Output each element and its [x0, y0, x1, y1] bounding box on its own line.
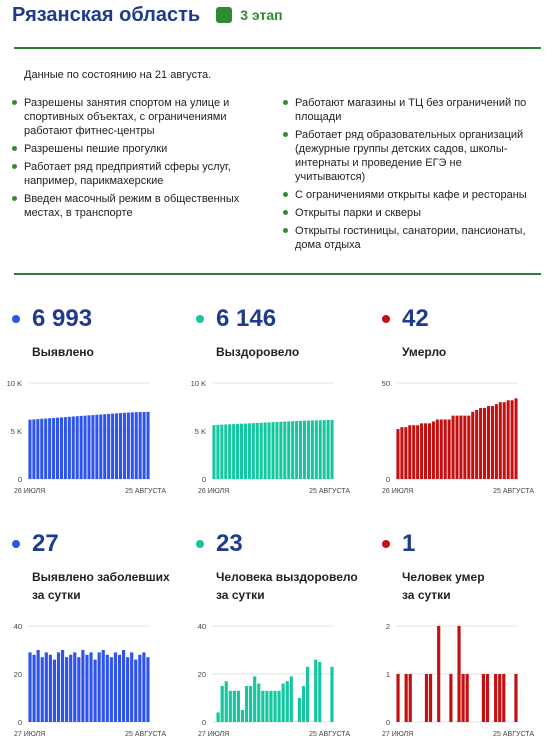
bullet-icon: [283, 228, 288, 233]
chart-bar: [428, 423, 431, 479]
stat-deaths-total: [382, 305, 446, 361]
chart-bar: [146, 412, 149, 479]
chart-bar: [89, 652, 92, 722]
top-divider: [14, 47, 541, 49]
y-tick-label: 10 K: [6, 379, 22, 388]
chart-bar: [33, 655, 36, 722]
chart-bar: [318, 662, 321, 722]
chart-bar: [87, 415, 90, 479]
stage-label: 3 этап: [240, 7, 283, 23]
rule-item: Введен масочный режим в общественных местах, в транспорте: [12, 192, 258, 220]
stat-value: 1: [402, 530, 416, 557]
chart-bar: [514, 674, 517, 722]
chart-bar: [142, 652, 145, 722]
chart-bar: [98, 652, 101, 722]
chart-bar: [44, 419, 47, 479]
chart-bar: [72, 417, 75, 479]
chart-bar: [60, 417, 63, 479]
y-tick-label: 0: [17, 718, 22, 727]
chart-bar: [56, 418, 59, 479]
chart-bar: [221, 686, 224, 722]
chart-bar: [457, 626, 460, 722]
bullet-icon: [283, 100, 288, 105]
chart-bar: [479, 408, 482, 479]
stat-detected-total: [12, 305, 94, 361]
x-tick-label-start: 27 ИЮЛЯ: [14, 731, 46, 738]
stat-label: Умерло: [402, 345, 447, 359]
y-tick-label: 0: [201, 718, 206, 727]
chart-bar: [323, 420, 326, 479]
chart-bar: [459, 416, 462, 479]
y-tick-label: 5 K: [10, 427, 22, 436]
chart-bar: [491, 406, 494, 479]
bullet-icon: [12, 100, 17, 105]
chart-bar: [52, 418, 55, 479]
chart-bar: [245, 686, 248, 722]
chart-bar: [396, 429, 399, 479]
chart-bar: [487, 406, 490, 479]
chart-bar: [311, 420, 314, 479]
stat-detected-daily: [12, 530, 170, 604]
rules-list-left: [12, 96, 258, 224]
chart-bar: [295, 421, 298, 479]
chart-bar: [462, 674, 465, 722]
chart-bar: [40, 419, 43, 479]
series-dot-icon: [196, 540, 204, 548]
chart-bar: [314, 660, 317, 722]
x-tick-label-start: 26 ИЮЛЯ: [198, 488, 230, 495]
chart-bar: [307, 421, 310, 479]
chart-bar: [28, 420, 31, 479]
chart-bar: [103, 414, 106, 479]
y-tick-label: 0: [201, 475, 206, 484]
chart-bar: [298, 698, 301, 722]
stage-square-icon: [216, 7, 232, 23]
stat-label: Выявлено заболевших за сутки: [32, 570, 170, 602]
chart-bar: [511, 400, 514, 479]
chart-bar: [330, 667, 333, 722]
chart-bar: [127, 413, 130, 479]
chart-bar: [404, 427, 407, 479]
bullet-icon: [12, 196, 17, 201]
rule-item: Работают магазины и ТЦ без ограничений по площади: [283, 96, 533, 124]
bullet-icon: [283, 210, 288, 215]
chart-bar: [114, 652, 117, 722]
rule-item: С ограничениями открыты кафе и рестораны: [283, 188, 533, 202]
chart-bar: [240, 424, 243, 479]
chart-bar: [448, 419, 451, 479]
chart-bar: [65, 657, 68, 722]
chart-bar: [494, 674, 497, 722]
y-tick-label: 2: [385, 622, 390, 631]
stat-value: 6 993: [32, 305, 93, 332]
x-tick-label-start: 26 ИЮЛЯ: [382, 488, 414, 495]
bullet-icon: [283, 192, 288, 197]
stat-label: Человек умер за сутки: [402, 570, 485, 602]
x-tick-label-end: 25 АВГУСТА: [493, 731, 534, 738]
chart-bar: [286, 681, 289, 722]
chart-bar: [502, 674, 505, 722]
chart-bar: [306, 667, 309, 722]
chart-bar: [253, 676, 256, 722]
chart-bar: [57, 652, 60, 722]
stat-value: 23: [216, 530, 243, 557]
chart-bar: [220, 425, 223, 479]
chart-bar: [299, 421, 302, 479]
chart-bar: [498, 674, 501, 722]
chart-bar: [241, 710, 244, 722]
rule-item: Работает ряд предприятий сферы услуг, например, парикмахерские: [12, 160, 258, 188]
chart-bar: [287, 421, 290, 479]
chart-bar: [80, 416, 83, 479]
chart-bar: [319, 420, 322, 479]
chart-detected-total: [0, 375, 185, 500]
chart-bar: [265, 691, 268, 722]
rule-item: Разрешены пешие прогулки: [12, 142, 258, 156]
chart-bar: [106, 655, 109, 722]
chart-bar: [503, 402, 506, 479]
y-tick-label: 40: [197, 622, 206, 631]
chart-bar: [244, 424, 247, 479]
chart-bar: [216, 425, 219, 479]
stat-value: 42: [402, 305, 429, 332]
y-tick-label: 5 K: [194, 427, 206, 436]
chart-bar: [28, 652, 31, 722]
chart-recovered-daily: [184, 618, 369, 743]
chart-bar: [49, 655, 52, 722]
chart-bar: [32, 419, 35, 479]
chart-bar: [271, 422, 274, 479]
chart-bar: [302, 686, 305, 722]
chart-bar: [115, 413, 118, 479]
chart-bar: [467, 416, 470, 479]
chart-bar: [405, 674, 408, 722]
chart-bar: [440, 419, 443, 479]
chart-bar: [437, 626, 440, 722]
chart-bar: [107, 414, 110, 479]
chart-bar: [85, 655, 88, 722]
x-tick-label-end: 25 АВГУСТА: [493, 488, 534, 495]
rule-item: Работает ряд образовательных организаций (дежурные группы детских садов, школы-интернаты и проведение ЕГЭ не учитываются): [283, 128, 533, 184]
chart-bar: [84, 416, 87, 479]
chart-bar: [41, 657, 44, 722]
chart-bar: [429, 674, 432, 722]
chart-bar: [432, 421, 435, 479]
chart-bar: [143, 412, 146, 479]
chart-bar: [303, 421, 306, 479]
chart-bar: [252, 423, 255, 479]
chart-deaths-total: [368, 375, 553, 500]
x-tick-label-end: 25 АВГУСТА: [309, 731, 350, 738]
chart-bar: [64, 417, 67, 479]
x-tick-label-start: 27 ИЮЛЯ: [198, 731, 230, 738]
chart-bar: [225, 681, 228, 722]
y-tick-label: 0: [385, 718, 390, 727]
chart-bar: [264, 423, 267, 479]
chart-bar: [315, 420, 318, 479]
bullet-icon: [12, 146, 17, 151]
stat-deaths-daily: [382, 530, 485, 604]
y-tick-label: 20: [197, 670, 206, 679]
chart-bar: [102, 650, 105, 722]
chart-bar: [224, 424, 227, 479]
chart-bar: [444, 419, 447, 479]
x-tick-label-start: 26 ИЮЛЯ: [14, 488, 46, 495]
chart-bar: [261, 691, 264, 722]
y-tick-label: 0: [17, 475, 22, 484]
y-tick-label: 50: [381, 379, 390, 388]
chart-bar: [483, 408, 486, 479]
chart-bar: [217, 712, 220, 722]
y-tick-label: 1: [385, 670, 390, 679]
chart-bar: [409, 674, 412, 722]
bullet-icon: [283, 132, 288, 137]
chart-bar: [420, 423, 423, 479]
chart-bar: [212, 425, 215, 479]
chart-bar: [495, 404, 498, 479]
chart-bar: [514, 398, 517, 479]
page-header: [12, 0, 283, 30]
y-tick-label: 20: [13, 670, 22, 679]
page-title: Рязанская область: [12, 3, 201, 26]
chart-bar: [260, 423, 263, 479]
y-tick-label: 10 K: [190, 379, 206, 388]
chart-bar: [134, 660, 137, 722]
chart-bar: [279, 422, 282, 479]
chart-bar: [229, 691, 232, 722]
chart-bar: [126, 657, 129, 722]
series-dot-icon: [382, 540, 390, 548]
chart-bar: [466, 674, 469, 722]
chart-bar: [236, 424, 239, 479]
chart-bar: [283, 422, 286, 479]
chart-bar: [146, 657, 149, 722]
chart-bar: [76, 416, 79, 479]
chart-bar: [273, 691, 276, 722]
chart-bar: [233, 691, 236, 722]
chart-bar: [232, 424, 235, 479]
x-tick-label-end: 25 АВГУСТА: [125, 488, 166, 495]
chart-bar: [95, 415, 98, 479]
chart-bar: [278, 691, 281, 722]
stat-label: Выздоровело: [216, 345, 300, 359]
chart-bar: [327, 420, 330, 479]
y-tick-label: 40: [13, 622, 22, 631]
bullet-icon: [12, 164, 17, 169]
chart-bar: [475, 410, 478, 479]
chart-bar: [424, 423, 427, 479]
rule-item: Открыты парки и скверы: [283, 206, 533, 220]
y-tick-label: 0: [385, 475, 390, 484]
chart-bar: [228, 424, 231, 479]
chart-bar: [408, 425, 411, 479]
chart-bar: [135, 412, 138, 479]
stat-label: Человека выздоровело за сутки: [216, 570, 358, 602]
rules-list-right: [283, 96, 533, 256]
chart-detected-daily: [0, 618, 185, 743]
chart-bar: [37, 650, 40, 722]
chart-bar: [482, 674, 485, 722]
chart-bar: [118, 655, 121, 722]
chart-bar: [436, 419, 439, 479]
chart-bar: [486, 674, 489, 722]
chart-bar: [81, 650, 84, 722]
x-tick-label-end: 25 АВГУСТА: [125, 731, 166, 738]
stat-value: 27: [32, 530, 59, 557]
chart-bar: [139, 412, 142, 479]
chart-bar: [122, 650, 125, 722]
series-dot-icon: [382, 315, 390, 323]
stat-label: Выявлено: [32, 345, 94, 359]
chart-bar: [248, 423, 251, 479]
series-dot-icon: [196, 315, 204, 323]
chart-bar: [99, 414, 102, 479]
chart-recovered-total: [184, 375, 369, 500]
chart-bar: [507, 400, 510, 479]
chart-bar: [45, 652, 48, 722]
chart-bar: [123, 413, 126, 479]
rule-item: Открыты гостиницы, санатории, пансионаты, дома отдыха: [283, 224, 533, 252]
chart-bar: [249, 686, 252, 722]
chart-bar: [119, 413, 122, 479]
stat-recovered-total: [196, 305, 299, 361]
chart-bar: [61, 650, 64, 722]
section-divider: [14, 273, 541, 275]
chart-bar: [257, 684, 260, 722]
chart-bar: [452, 416, 455, 479]
chart-bar: [73, 652, 76, 722]
x-tick-label-start: 27 ИЮЛЯ: [382, 731, 414, 738]
chart-deaths-daily: [368, 618, 553, 743]
chart-bar: [416, 425, 419, 479]
chart-bar: [77, 657, 80, 722]
chart-bar: [131, 412, 134, 479]
chart-bar: [499, 402, 502, 479]
series-dot-icon: [12, 315, 20, 323]
chart-bar: [282, 684, 285, 722]
chart-bar: [48, 418, 51, 479]
chart-bar: [36, 419, 39, 479]
chart-bar: [275, 422, 278, 479]
chart-bar: [412, 425, 415, 479]
rule-item: Разрешены занятия спортом на улице и спортивных объектах, с ограничениями работают фитнес-центры: [12, 96, 258, 138]
chart-bar: [396, 674, 399, 722]
stat-value: 6 146: [216, 305, 277, 332]
stage-badge: [216, 7, 282, 23]
chart-bar: [237, 691, 240, 722]
chart-bar: [400, 427, 403, 479]
chart-bar: [138, 655, 141, 722]
chart-bar: [471, 412, 474, 479]
chart-bar: [130, 652, 133, 722]
chart-bar: [53, 660, 56, 722]
chart-bar: [449, 674, 452, 722]
chart-bar: [94, 660, 97, 722]
stat-recovered-daily: [196, 530, 358, 604]
chart-bar: [268, 422, 271, 479]
x-tick-label-end: 25 АВГУСТА: [309, 488, 350, 495]
chart-bar: [463, 416, 466, 479]
chart-bar: [69, 655, 72, 722]
chart-bar: [111, 414, 114, 479]
chart-bar: [110, 657, 113, 722]
chart-bar: [269, 691, 272, 722]
chart-bar: [256, 423, 259, 479]
chart-bar: [91, 415, 94, 479]
chart-bar: [330, 420, 333, 479]
chart-bar: [290, 676, 293, 722]
chart-bar: [68, 417, 71, 479]
chart-bar: [425, 674, 428, 722]
status-date: Данные по состоянию на 21 августа.: [24, 69, 212, 81]
chart-bar: [455, 416, 458, 479]
series-dot-icon: [12, 540, 20, 548]
chart-bar: [291, 421, 294, 479]
